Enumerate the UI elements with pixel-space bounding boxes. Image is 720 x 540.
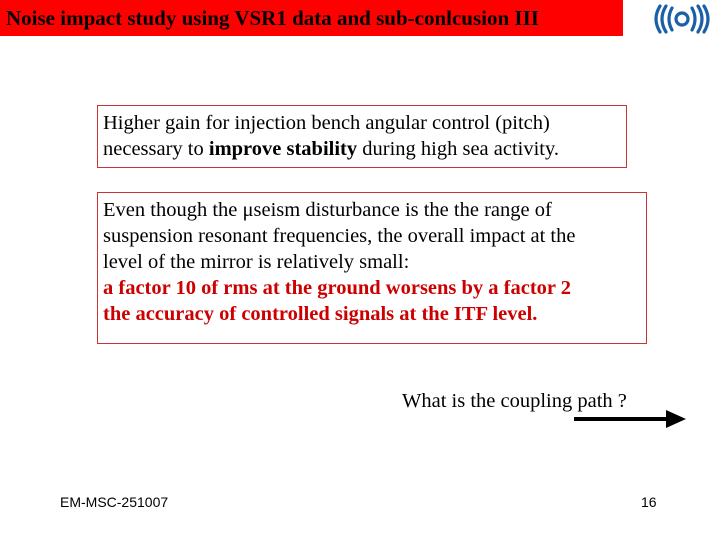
impact-conclusion-line-2: the accuracy of controlled signals at the ITF level. bbox=[103, 303, 538, 325]
stability-note-line-1: Higher gain for injection bench angular control (pitch) bbox=[103, 112, 550, 134]
impact-note-line-1 bbox=[103, 197, 641, 223]
virgo-logo-icon bbox=[650, 2, 714, 36]
stability-note-box bbox=[97, 105, 627, 168]
footer-reference: EM-MSC-251007 bbox=[60, 494, 169, 510]
slide-title: Noise impact study using VSR1 data and sub-conlcusion III bbox=[0, 0, 623, 36]
impact-note-line-3: level of the mirror is relatively small: bbox=[103, 251, 410, 273]
impact-conclusion-line-1: a factor 10 of rms at the ground worsens by a factor 2 bbox=[103, 277, 572, 299]
impact-note-lead: Even though the bbox=[103, 199, 243, 221]
stability-emphasis: improve stability bbox=[208, 138, 358, 160]
stability-note-tail: during high sea activity. bbox=[357, 138, 560, 160]
page-number: 16 bbox=[641, 494, 657, 510]
stability-note-line-2 bbox=[103, 136, 621, 162]
right-arrow-icon bbox=[574, 408, 686, 430]
mu-symbol: μ bbox=[242, 199, 254, 221]
coupling-path-question: What is the coupling path ? bbox=[402, 390, 627, 412]
impact-note-rest: seism disturbance is the the range of bbox=[253, 199, 552, 221]
impact-note-box bbox=[97, 192, 647, 344]
stability-note-text: necessary to bbox=[103, 138, 209, 160]
impact-note-line-2: suspension resonant frequencies, the overall impact at the bbox=[103, 225, 576, 247]
